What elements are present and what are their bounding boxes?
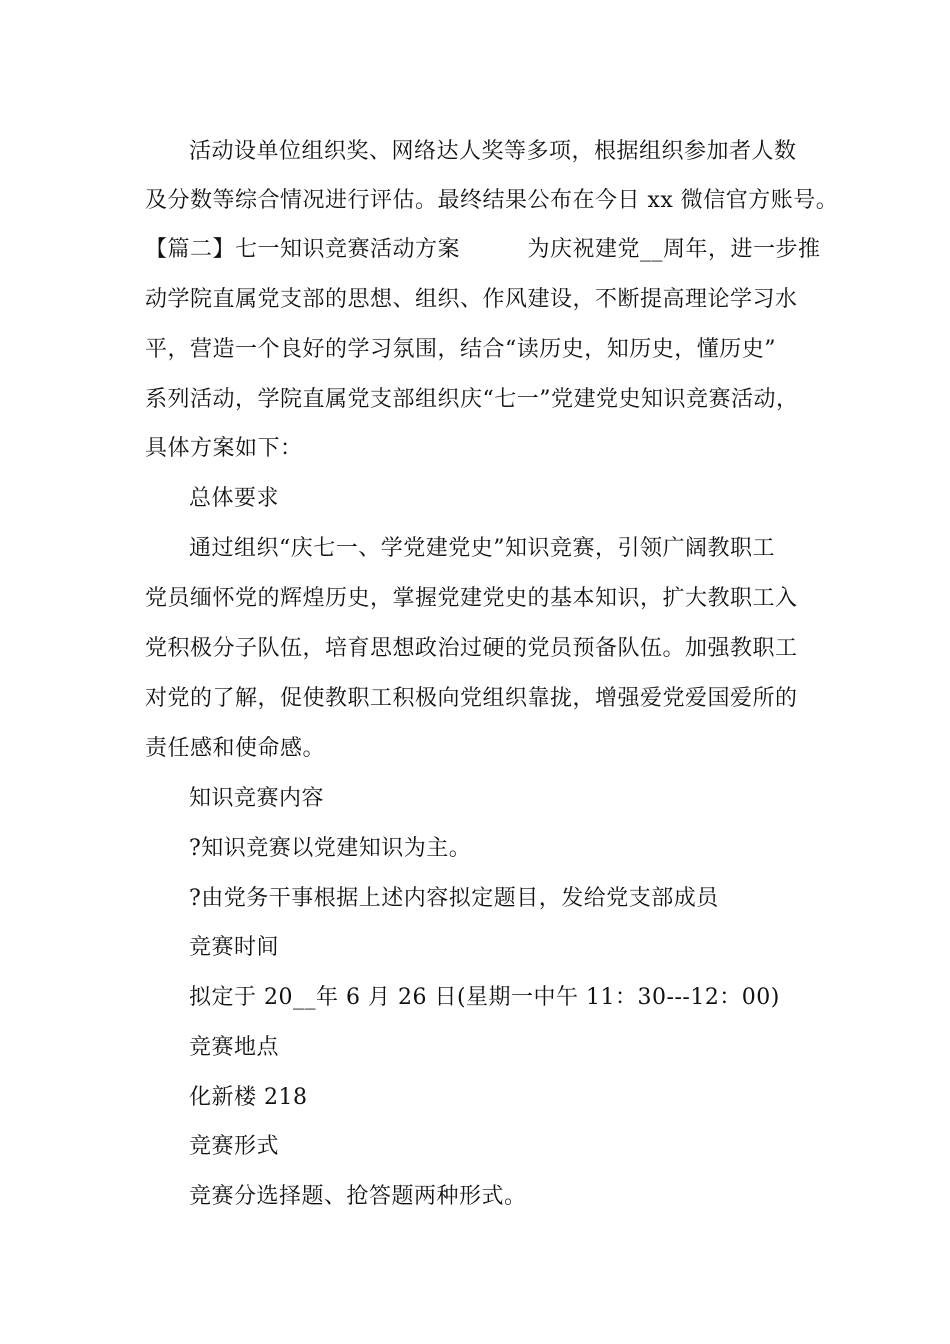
paragraph-line: 责任感和使命感。 — [145, 736, 326, 761]
contest-time-value: 拟定于 20__年 6 月 26 日(星期一中午 11：30---12：00) — [189, 985, 780, 1010]
subheading-contest-location: 竞赛地点 — [189, 1035, 280, 1060]
contest-format-value: 竞赛分选择题、抢答题两种形式。 — [189, 1184, 527, 1209]
contest-location-value: 化新楼 218 — [189, 1085, 308, 1110]
subheading-contest-format: 竞赛形式 — [189, 1134, 280, 1159]
paragraph-line: 及分数等综合情况进行评估。最终结果公布在今日 xx 微信官方账号。 — [145, 188, 839, 213]
paragraph-line: 动学院直属党支部的思想、组织、作风建设，不断提高理论学习水 — [145, 287, 798, 312]
list-item: ?知识竞赛以党建知识为主。 — [189, 836, 472, 861]
paragraph-line: 平，营造一个良好的学习氛围，结合“读历史，知历史，懂历史” — [145, 337, 776, 362]
paragraph-line: 通过组织“庆七一、学党建党史”知识竞赛，引领广阔教职工 — [189, 536, 775, 561]
subheading-contest-content: 知识竞赛内容 — [189, 786, 325, 811]
paragraph-line: 对党的了解，促使教职工积极向党组织靠拢，增强爱党爱国爱所的 — [145, 686, 798, 711]
paragraph-line: 具体方案如下： — [145, 436, 303, 461]
paragraph-line: 活动设单位组织奖、网络达人奖等多项，根据组织参加者人数 — [189, 139, 797, 164]
list-item: ?由党务干事根据上述内容拟定题目，发给党支部成员 — [189, 886, 719, 911]
paragraph-line: 党积极分子队伍，培育思想政治过硬的党员预备队伍。加强教职工 — [145, 636, 798, 661]
paragraph-line: 党员缅怀党的辉煌历史，掌握党建党史的基本知识，扩大教职工入 — [145, 586, 798, 611]
paragraph-line: 系列活动，学院直属党支部组织庆“七一”党建党史知识竞赛活动， — [145, 387, 799, 412]
subheading-contest-time: 竞赛时间 — [189, 935, 280, 960]
subheading-general-requirements: 总体要求 — [189, 486, 280, 511]
section-heading-line: 【篇二】七一知识竞赛活动方案 为庆祝建党__周年，进一步推 — [145, 237, 821, 262]
